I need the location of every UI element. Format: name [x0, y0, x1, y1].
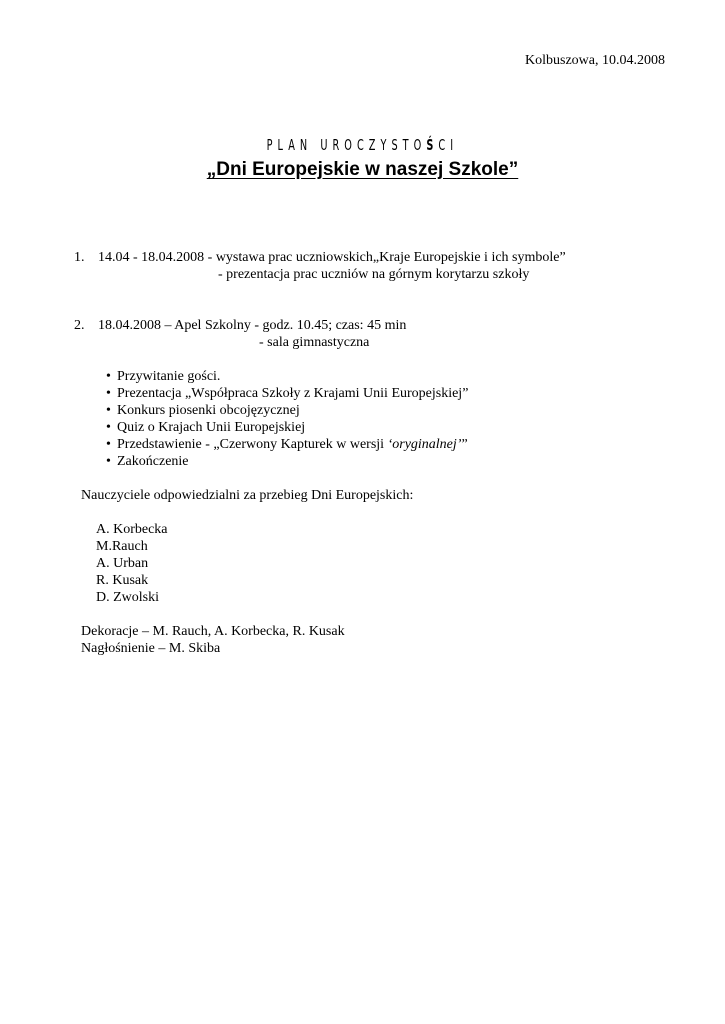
item-2-line2: - sala gimnastyczna	[259, 335, 370, 350]
place-date: Kolbuszowa, 10.04.2008	[525, 53, 665, 68]
item-1-line1: 14.04 - 18.04.2008 - wystawa prac uczniowskich„Kraje Europejskie i ich symbole”	[98, 250, 566, 265]
program-item: • Przywitanie gości.	[106, 368, 220, 385]
teacher-name: D. Zwolski	[96, 590, 159, 605]
decorations-line: Dekoracje – M. Rauch, A. Korbecka, R. Kusak	[81, 624, 345, 639]
event-title: „Dni Europejskie w naszej Szkole”	[206, 159, 519, 180]
teacher-name: A. Korbecka	[96, 522, 168, 537]
item-1-number: 1.	[74, 250, 85, 265]
sound-line: Nagłośnienie – M. Skiba	[81, 641, 221, 656]
item-1-line2: - prezentacja prac uczniów na górnym korytarzu szkoły	[218, 267, 530, 282]
teacher-name: M.Rauch	[96, 539, 148, 554]
item-2-number: 2.	[74, 318, 85, 333]
teacher-name: A. Urban	[96, 556, 149, 571]
plan-title	[101, 136, 623, 154]
program-item: • Zakończenie	[106, 453, 189, 470]
plan-title-main: PLAN UROCZYSTO	[266, 136, 427, 154]
plan-title-end: CI	[438, 136, 459, 154]
performance-italic: ‘oryginalnej’	[387, 437, 462, 452]
program-item: • Prezentacja „Współpraca Szkoły z Krajami Unii Europejskiej”	[106, 385, 468, 402]
plan-title-special-letter: Ś	[426, 136, 439, 154]
program-item: • Quiz o Krajach Unii Europejskiej	[106, 419, 305, 436]
teacher-name: R. Kusak	[96, 573, 149, 588]
teachers-heading: Nauczyciele odpowiedzialni za przebieg Dni Europejskich:	[81, 488, 414, 503]
program-item: • Konkurs piosenki obcojęzycznej	[106, 402, 300, 419]
program-item-performance: • Przedstawienie - „Czerwony Kapturek w wersji ‘oryginalnej’”	[106, 436, 468, 453]
item-2-line1: 18.04.2008 – Apel Szkolny - godz. 10.45; czas: 45 min	[98, 318, 407, 333]
